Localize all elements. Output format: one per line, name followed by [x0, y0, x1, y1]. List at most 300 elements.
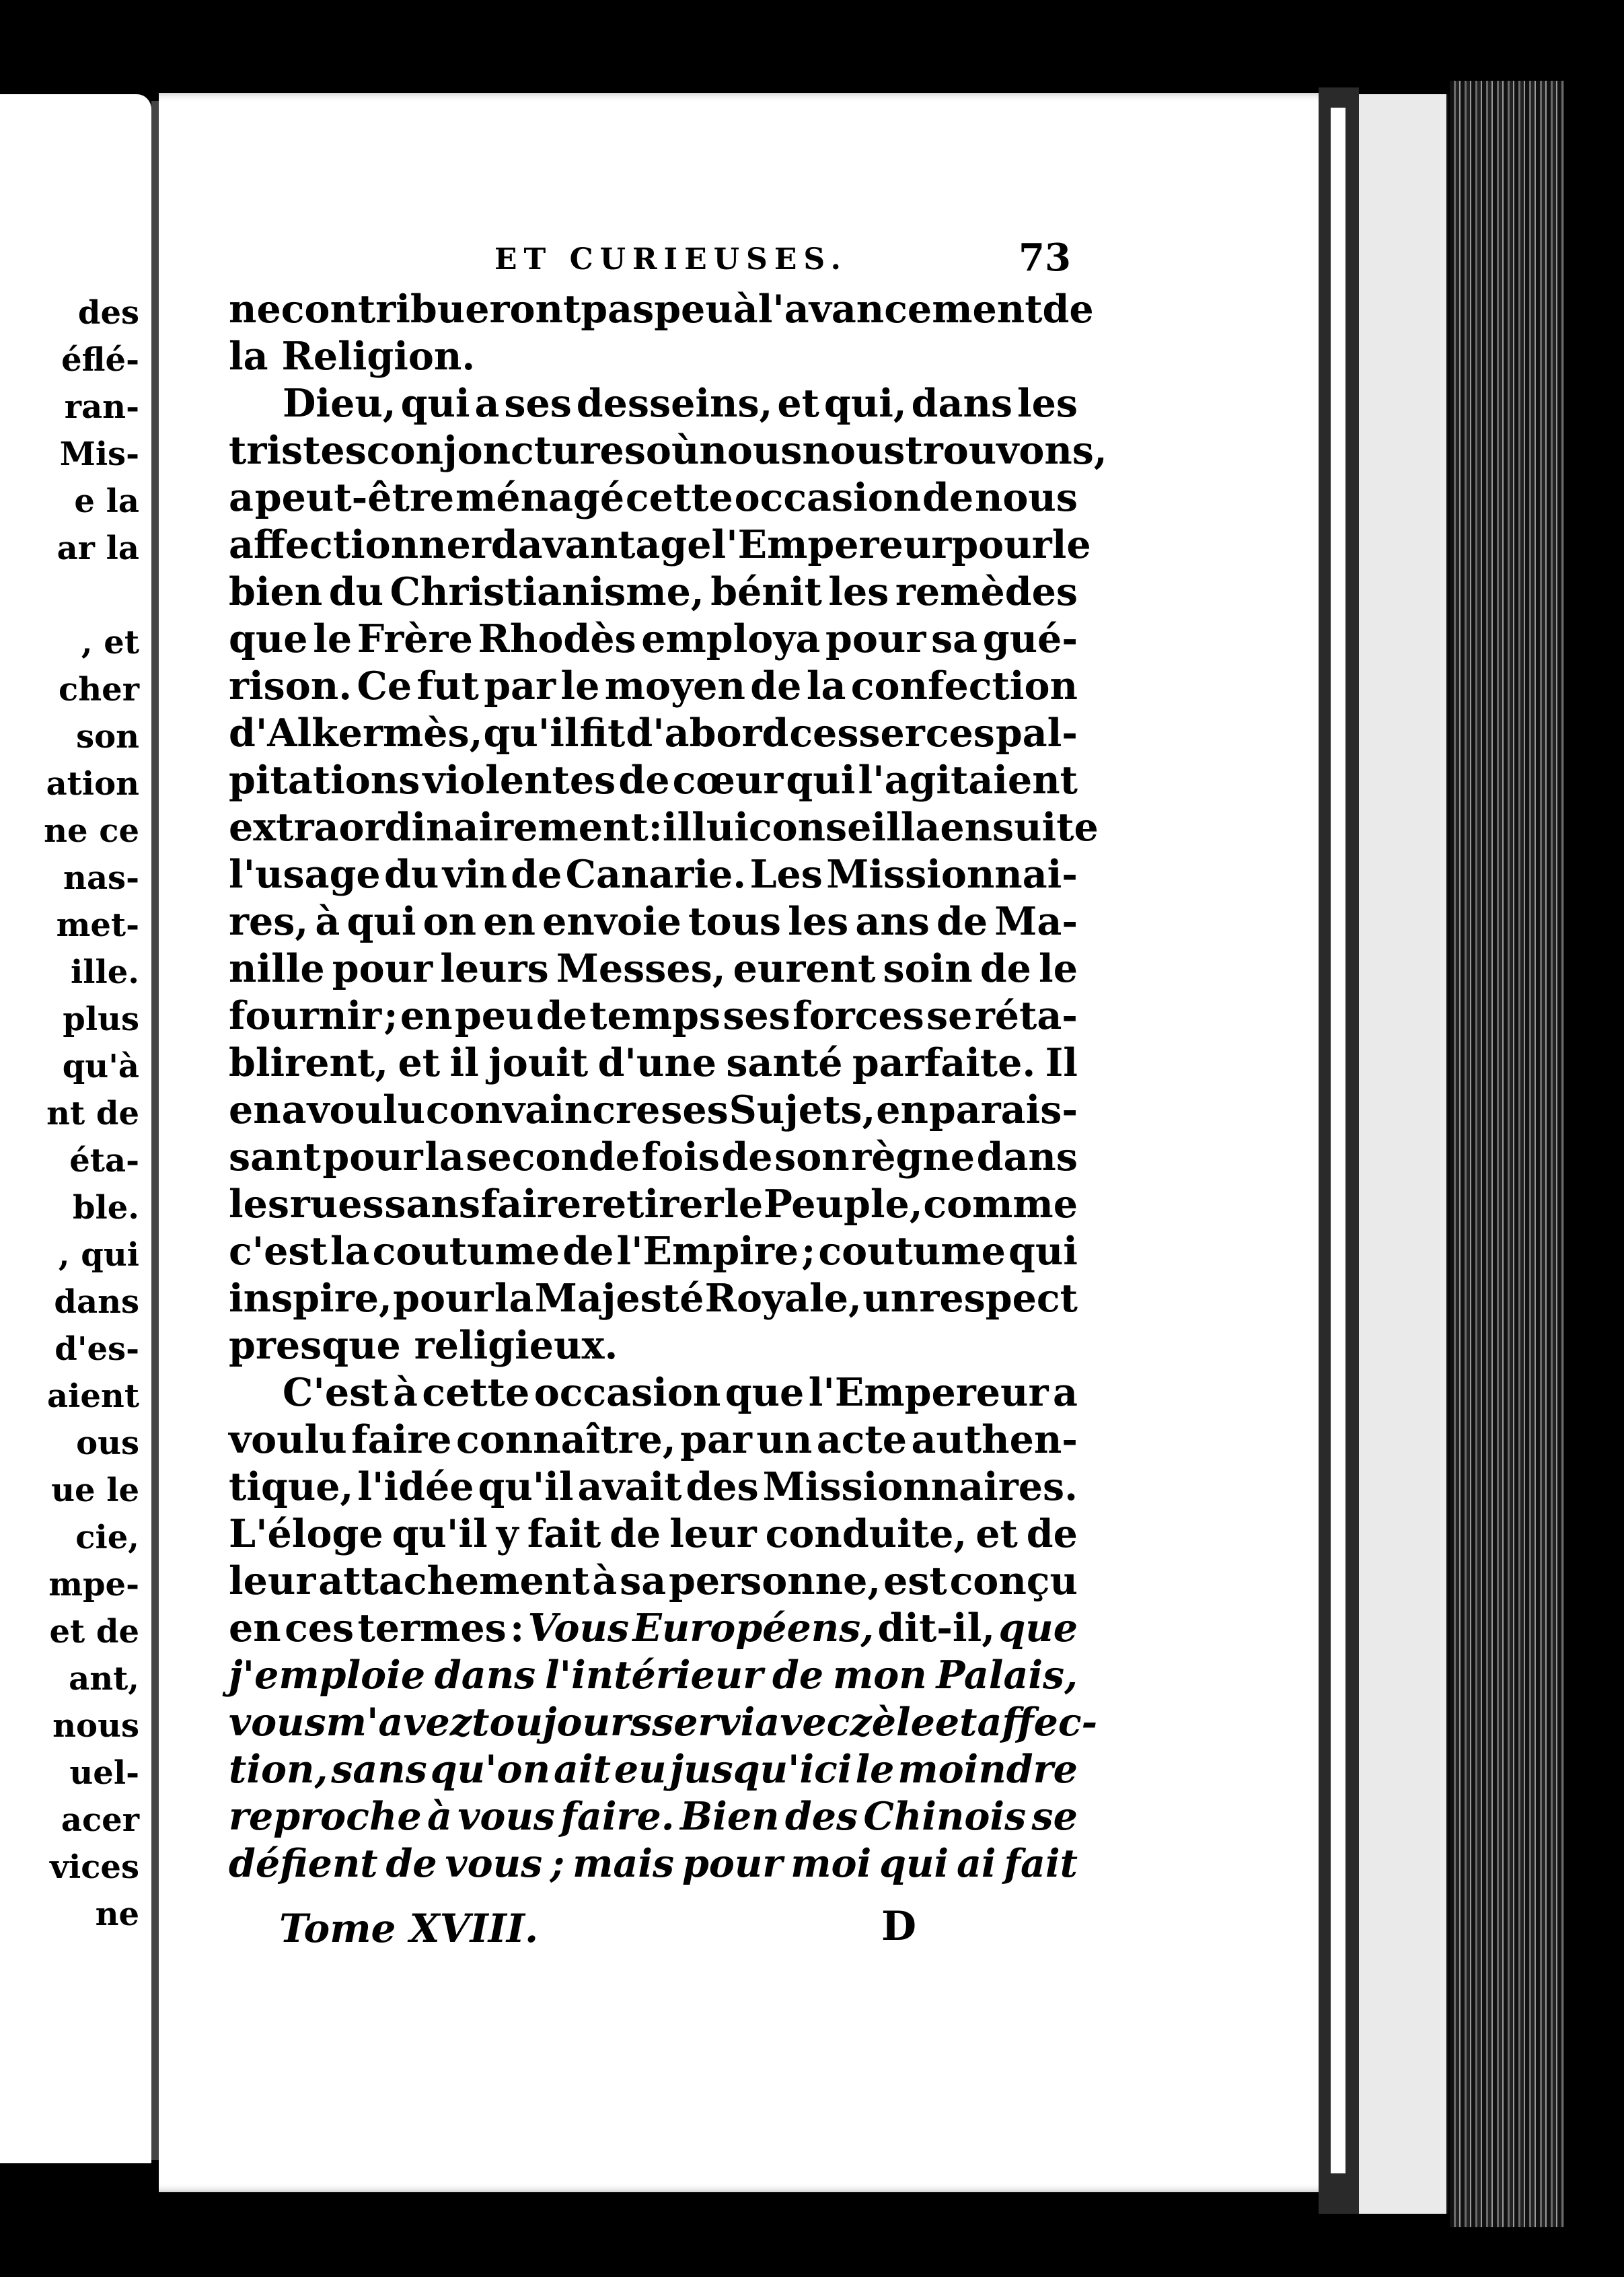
word: sans	[331, 1747, 427, 1792]
word: pitations	[229, 758, 420, 803]
word: le	[560, 663, 600, 709]
text-line	[229, 333, 1078, 380]
word: fait	[527, 1511, 601, 1556]
word: Vous	[527, 1605, 630, 1651]
word: ses	[661, 1087, 729, 1132]
facing-page-line: cie,	[75, 1519, 139, 1556]
word: conduite,	[765, 1511, 967, 1556]
word: les	[1017, 381, 1078, 426]
word: peu	[454, 993, 534, 1038]
word: fut	[416, 663, 479, 709]
word: et	[398, 1040, 441, 1085]
facing-page-line: dans	[54, 1283, 139, 1321]
word: reproche	[229, 1794, 422, 1839]
word: réta-	[974, 993, 1078, 1038]
word: occasion	[734, 475, 922, 520]
word: d'abord	[626, 711, 789, 756]
text-line	[229, 427, 1107, 474]
word: presque	[229, 1323, 401, 1368]
word: peu	[654, 287, 733, 332]
word: moyen	[604, 663, 745, 709]
word: Christianisme,	[390, 569, 704, 614]
word: cette	[422, 1370, 530, 1415]
word: le	[724, 1182, 764, 1227]
word: et	[777, 381, 819, 426]
word: jusqu'ici	[669, 1747, 852, 1792]
word: voulu	[229, 1417, 347, 1462]
word: moindre	[897, 1747, 1078, 1792]
text-line	[229, 1511, 1078, 1558]
word: d'une	[597, 1040, 717, 1085]
word: que	[998, 1605, 1078, 1651]
word: lui	[692, 805, 749, 850]
word: que	[725, 1370, 805, 1415]
text-line	[229, 521, 1091, 569]
word: leurs	[440, 946, 549, 991]
facing-page-line: d'es-	[54, 1330, 139, 1368]
word: Chinois	[863, 1794, 1027, 1839]
text-line	[229, 1134, 1078, 1181]
word: leur	[229, 1558, 316, 1603]
word: des	[784, 1794, 858, 1839]
word: sa	[620, 1558, 667, 1603]
word: Frère	[357, 616, 473, 661]
word: le	[313, 616, 353, 661]
word: l'usage	[229, 852, 381, 897]
word: qu'il	[478, 1464, 574, 1509]
word: pour	[393, 1276, 494, 1321]
word: de	[385, 1841, 437, 1886]
facing-page-line: ation	[46, 765, 139, 803]
text-line	[229, 1746, 1078, 1793]
word: et	[975, 1511, 1018, 1556]
facing-page-line: éflé-	[61, 341, 139, 379]
word: il	[662, 805, 692, 850]
text-line	[229, 1605, 1078, 1652]
word: comme	[923, 1182, 1078, 1227]
word: Ce	[357, 663, 412, 709]
word: res,	[229, 899, 309, 944]
facing-page-line: ous	[76, 1424, 139, 1462]
word: qui	[1008, 1229, 1078, 1274]
word: Missionnai-	[826, 852, 1078, 897]
word: inspire,	[229, 1276, 392, 1321]
word: Sujets,	[729, 1087, 876, 1132]
word: moi	[790, 1841, 872, 1886]
facing-page-line: acer	[61, 1801, 139, 1839]
facing-page-line: met-	[56, 906, 139, 944]
facing-page-line: vices	[50, 1848, 139, 1886]
word: ;	[801, 1229, 816, 1274]
word: que	[229, 616, 308, 661]
word: avait	[577, 1464, 682, 1509]
word: vous	[445, 1841, 543, 1886]
text-line	[229, 1181, 1078, 1228]
word: zèle	[850, 1700, 935, 1745]
word: Canarie.	[565, 852, 747, 897]
facing-page-line: plus	[63, 1001, 139, 1038]
word: de	[511, 852, 562, 897]
word: coutume	[818, 1229, 1006, 1274]
stacked-page-edges	[1450, 81, 1564, 2227]
text-line	[229, 757, 1078, 804]
word: coutume	[372, 1229, 560, 1274]
facing-page-line: nt de	[46, 1095, 139, 1132]
word: Peuple,	[763, 1182, 923, 1227]
word: un	[862, 1276, 919, 1321]
word: qui	[786, 758, 856, 803]
word: ses	[723, 993, 790, 1038]
word: Religion.	[281, 334, 476, 379]
word: qu'il	[392, 1511, 488, 1556]
word: ménagé	[455, 475, 625, 520]
word: remèdes	[895, 569, 1078, 614]
word: son	[774, 1134, 850, 1180]
word: de	[980, 946, 1031, 991]
text-line	[229, 616, 1078, 663]
word: dans	[434, 1653, 536, 1698]
word: Il	[1045, 1040, 1078, 1085]
text-line	[229, 1558, 1078, 1605]
word: dans	[976, 1134, 1078, 1180]
word: de	[936, 899, 988, 944]
word: à	[427, 1794, 452, 1839]
facing-page-line: , et	[81, 624, 139, 661]
word: fournir	[229, 993, 382, 1038]
word: ensuite	[940, 805, 1099, 850]
facing-page-line: ille.	[71, 953, 139, 991]
word: en	[229, 1605, 281, 1651]
word: authen-	[911, 1417, 1078, 1462]
text-line	[229, 1652, 1078, 1699]
facing-page-line: son	[76, 718, 139, 756]
text-line	[229, 804, 1099, 851]
word: qui	[400, 381, 470, 426]
word: fit	[579, 711, 626, 756]
word: affectionner	[229, 522, 491, 567]
word: personne,	[668, 1558, 881, 1603]
word: religieux.	[414, 1323, 618, 1368]
facing-page-text	[5, 289, 139, 1938]
word: et	[934, 1700, 977, 1745]
word: davantage	[490, 522, 712, 567]
word: l'agitaient	[858, 758, 1078, 803]
text-line	[229, 1087, 1078, 1134]
word: sa	[931, 616, 978, 661]
facing-page-line: ne	[95, 1895, 139, 1933]
word: les	[788, 899, 849, 944]
word: Dieu,	[283, 381, 396, 426]
word: cette	[625, 475, 733, 520]
word: de	[618, 758, 670, 803]
word: y	[496, 1511, 519, 1556]
word: fois	[641, 1134, 720, 1180]
word: conçu	[949, 1558, 1078, 1603]
word: convaincre	[426, 1087, 661, 1132]
word: pour	[681, 1841, 783, 1886]
word: L'éloge	[229, 1511, 383, 1556]
text-line	[229, 569, 1078, 616]
facing-page-line: nas-	[63, 859, 139, 897]
word: contribueront	[281, 287, 581, 332]
word: à	[315, 899, 340, 944]
facing-page-line: ran-	[64, 388, 139, 426]
volume-signature: Tome XVIII.	[279, 1906, 539, 1951]
word: soin	[883, 946, 973, 991]
word: de	[922, 475, 974, 520]
word: se	[1031, 1794, 1078, 1839]
word: Majesté	[534, 1276, 704, 1321]
text-line	[229, 992, 1078, 1040]
word: Européens,	[632, 1605, 875, 1651]
word: a	[229, 475, 254, 520]
word: vin	[442, 852, 507, 897]
word: tique,	[229, 1464, 354, 1509]
text-line	[229, 474, 1078, 521]
word: un	[756, 1417, 813, 1462]
word: la	[425, 1134, 464, 1180]
word: ;	[550, 1841, 565, 1886]
word: qui	[879, 1841, 949, 1886]
body-text	[229, 286, 1107, 1887]
word: j'emploie	[229, 1653, 426, 1698]
word: santé	[726, 1040, 843, 1085]
word: a	[281, 1087, 307, 1132]
word: d'Alkermès,	[229, 711, 483, 756]
word: qui	[346, 899, 416, 944]
word: par	[484, 663, 556, 709]
word: Les	[749, 852, 823, 897]
facing-page-line: qu'à	[62, 1048, 139, 1085]
word: eu	[614, 1747, 667, 1792]
page-number: 73	[1019, 236, 1071, 280]
word: ai	[957, 1841, 996, 1886]
word: de	[721, 1134, 773, 1180]
word: :	[510, 1605, 525, 1651]
text-line	[229, 1228, 1078, 1275]
word: ses	[504, 381, 572, 426]
word: Bien	[679, 1794, 780, 1839]
facing-page	[0, 94, 151, 2163]
text-line	[229, 1463, 1078, 1511]
word: toujours	[472, 1700, 653, 1745]
gathering-mark: D	[881, 1903, 917, 1950]
word: règne	[851, 1134, 975, 1180]
word: fait	[1004, 1841, 1078, 1886]
word: Palais,	[936, 1653, 1078, 1698]
word: dans	[911, 381, 1012, 426]
word: faire.	[560, 1794, 675, 1839]
word: de	[536, 993, 587, 1038]
word: tristes	[229, 428, 367, 473]
word: affec-	[977, 1700, 1098, 1745]
word: jouit	[488, 1040, 589, 1085]
word: retirer	[581, 1182, 724, 1227]
word: dit-il,	[877, 1605, 996, 1651]
word: C'est	[283, 1370, 389, 1415]
facing-page-line: ar la	[57, 530, 139, 567]
word: cœur	[672, 758, 784, 803]
text-line	[229, 898, 1078, 945]
facing-page-line	[5, 572, 139, 619]
word: extraordinairement	[229, 805, 649, 850]
word: les	[229, 1182, 290, 1227]
text-line	[229, 1840, 1078, 1887]
word: est	[883, 1558, 947, 1603]
book-fore-edge	[1319, 67, 1588, 2234]
word: nous	[802, 428, 906, 473]
word: des	[686, 1464, 759, 1509]
word: on	[422, 899, 477, 944]
word: ne	[229, 287, 281, 332]
word: pour	[332, 946, 433, 991]
word: conseilla	[748, 805, 940, 850]
word: il	[449, 1040, 479, 1085]
word: du	[384, 852, 439, 897]
word: à	[733, 287, 758, 332]
word: de	[772, 1653, 824, 1698]
word: desseins,	[576, 381, 773, 426]
text-line	[229, 1793, 1078, 1840]
word: l'intérieur	[545, 1653, 764, 1698]
page-edge-highlight	[1331, 108, 1345, 2173]
word: pour	[951, 522, 1052, 567]
word: a	[474, 381, 500, 426]
word: Rhodès	[478, 616, 636, 661]
facing-page-line: cher	[59, 671, 139, 709]
word: vous	[457, 1794, 555, 1839]
word: de	[562, 1229, 614, 1274]
word: sans	[384, 1182, 480, 1227]
text-line	[229, 286, 1094, 333]
facing-page-line: et de	[49, 1613, 139, 1651]
word: l'Empire	[616, 1229, 799, 1274]
word: à	[592, 1558, 618, 1603]
word: nille	[229, 946, 325, 991]
text-line	[229, 1699, 1098, 1746]
word: le	[1051, 522, 1091, 567]
facing-page-line: ne ce	[44, 812, 139, 850]
text-line	[229, 1322, 1078, 1369]
word: tion,	[229, 1747, 328, 1792]
word: ces	[925, 711, 995, 756]
word: temps	[589, 993, 721, 1038]
running-title: ET CURIEUSES.	[494, 242, 848, 277]
word: forces	[792, 993, 924, 1038]
word: parfaite.	[852, 1040, 1036, 1085]
word: leur	[669, 1511, 757, 1556]
word: occasion	[533, 1370, 721, 1415]
word: le	[1039, 946, 1078, 991]
word: attachement	[318, 1558, 590, 1603]
text-line	[229, 710, 1078, 757]
facing-page-line: uel-	[69, 1754, 139, 1792]
word: la	[806, 663, 846, 709]
word: ;	[383, 993, 398, 1038]
word: qui,	[823, 381, 907, 426]
word: connaître,	[456, 1417, 676, 1462]
word: la	[330, 1229, 370, 1274]
facing-page-line: des	[77, 294, 139, 332]
word: de	[1042, 287, 1094, 332]
word: Missionnaires.	[762, 1464, 1078, 1509]
word: qu'il	[483, 711, 579, 756]
word: m'avez	[326, 1700, 472, 1745]
word: parais-	[928, 1087, 1078, 1132]
word: en	[483, 899, 536, 944]
word: envoie	[542, 899, 681, 944]
word: bénit	[710, 569, 822, 614]
word: par	[680, 1417, 752, 1462]
word: l'Empereur	[808, 1370, 1049, 1415]
word: confection	[850, 663, 1078, 709]
word: bien	[229, 569, 323, 614]
word: eurent	[733, 946, 876, 991]
word: la	[229, 334, 268, 379]
word: l'avancement	[758, 287, 1043, 332]
word: faire	[480, 1182, 582, 1227]
word: les	[828, 569, 889, 614]
text-line	[229, 945, 1078, 992]
word: blirent,	[229, 1040, 389, 1085]
word: rues	[289, 1182, 384, 1227]
text-line	[229, 663, 1078, 710]
word: pas	[581, 287, 655, 332]
text-line	[229, 380, 1078, 427]
word: rison.	[229, 663, 353, 709]
facing-page-line: e la	[74, 482, 139, 520]
word: respect	[919, 1276, 1078, 1321]
word: trouvons,	[905, 428, 1107, 473]
word: mon	[832, 1653, 927, 1698]
word: ait	[553, 1747, 611, 1792]
word: où	[645, 428, 700, 473]
word: mais	[573, 1841, 675, 1886]
facing-page-line: nous	[52, 1707, 139, 1745]
word: sant	[229, 1134, 321, 1180]
word: conjonctures	[366, 428, 646, 473]
word: avec	[755, 1700, 850, 1745]
word: violentes	[422, 758, 616, 803]
word: de	[1026, 1511, 1078, 1556]
word: pour	[322, 1134, 423, 1180]
word: ans	[855, 899, 930, 944]
word: en	[876, 1087, 928, 1132]
word: pal-	[995, 711, 1078, 756]
word: vous	[229, 1700, 326, 1745]
word: l'Empereur	[711, 522, 952, 567]
facing-page-line: , qui	[58, 1236, 139, 1274]
word: se	[926, 993, 973, 1038]
text-line	[229, 851, 1078, 898]
facing-page-line: aient	[47, 1377, 139, 1415]
word: acte	[816, 1417, 907, 1462]
word: à	[392, 1370, 418, 1415]
word: tous	[688, 899, 781, 944]
word: nous	[699, 428, 803, 473]
word: cesser	[789, 711, 925, 756]
word: le	[855, 1747, 895, 1792]
facing-page-line: éta-	[69, 1142, 139, 1180]
word: :	[648, 805, 663, 850]
word: seconde	[466, 1134, 640, 1180]
text-line	[229, 1416, 1078, 1463]
word: Royale,	[704, 1276, 862, 1321]
word: du	[328, 569, 384, 614]
word: en	[400, 993, 453, 1038]
text-line	[229, 1275, 1078, 1322]
word: a	[1052, 1370, 1078, 1415]
